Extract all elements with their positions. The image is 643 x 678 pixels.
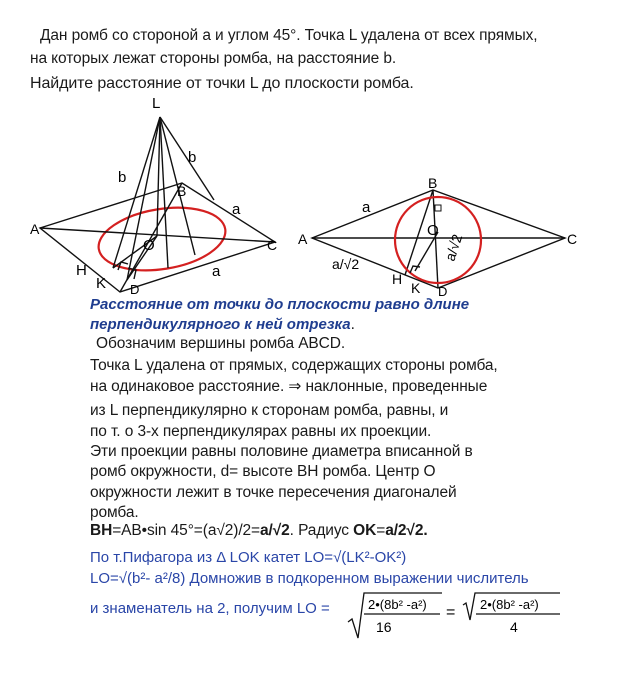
pyth-line-1: По т.Пифагора из Δ LOK катет LO=√(LK²-OK²) — [90, 549, 407, 566]
sol-line-8: окружности лежит в точке пересечения диагоналей — [90, 484, 457, 501]
sol-line-5: по т. о 3-х перпендикулярах равны их проекции. — [90, 423, 432, 440]
denominator-2: 4 — [510, 619, 518, 635]
sol-line-1: Обозначим вершины ромба ABCD. — [96, 335, 346, 352]
label-H-2d: H — [392, 271, 403, 287]
bh-label: BH — [90, 522, 113, 539]
label-side-2d: a/√2 — [332, 256, 360, 272]
rule-line-2: перпендикулярного к ней отрезка — [90, 316, 351, 333]
pyth-line-3: и знаменатель на 2, получим LO = — [90, 600, 330, 617]
numerator-1: 2•(8b² -a²) — [368, 597, 427, 612]
label-A-2d: A — [298, 231, 308, 247]
sol-line-7: ромб окружности, d= высоте BH ромба. Центр O — [90, 463, 436, 480]
sol-line-3: на одинаковое расстояние. ⇒ наклонные, проведенные — [90, 378, 488, 395]
bh-result: a/√2 — [260, 522, 290, 539]
label-a-bottom: a — [212, 263, 221, 280]
numerator-2: 2•(8b² -a²) — [480, 597, 539, 612]
label-K: K — [96, 275, 107, 292]
ok-eq: = — [376, 522, 386, 539]
label-B-2d: B — [428, 175, 438, 191]
label-radius-2d: a/√2 — [441, 232, 466, 263]
sol-line-2: Точка L удалена от прямых, содержащих стороны ромба, — [90, 357, 498, 374]
label-b-right: b — [188, 149, 197, 166]
label-D: D — [130, 282, 140, 297]
inscribed-circle-2d — [395, 197, 481, 283]
final-formula — [340, 590, 570, 640]
radius-label: . Радиус — [289, 522, 354, 539]
problem-line-2: на которых лежат стороны ромба, на расстояние b. — [30, 50, 397, 67]
rule-line-1: Расстояние от точки до плоскости равно длине — [90, 296, 470, 313]
problem-line-3: Найдите расстояние от точки L до плоскости ромба. — [30, 75, 414, 92]
pyramid-figure — [0, 92, 300, 297]
label-a-2d: a — [362, 199, 371, 216]
problem-line-1: Дан ромб со стороной a и углом 45°. Точка L удалена от всех прямых, — [40, 27, 538, 44]
equals-sign: = — [446, 604, 456, 621]
label-a-top: a — [232, 201, 241, 218]
sol-line-4: из L перпендикулярно к сторонам ромба, равны, и — [90, 402, 449, 419]
label-C-2d: C — [567, 231, 578, 247]
sol-line-9: ромба. — [90, 504, 139, 521]
label-D-2d: D — [438, 284, 448, 298]
sol-line-6: Эти проекции равны половине диаметра вписанной в — [90, 443, 473, 460]
formula-line — [90, 522, 428, 540]
label-C: C — [267, 237, 278, 253]
label-O-2d: O — [427, 222, 439, 239]
label-K-2d: K — [411, 280, 421, 296]
rhombus-figure — [295, 170, 585, 298]
label-L: L — [152, 95, 161, 112]
rule-dot: . — [350, 316, 355, 333]
bh-calc: =AB•sin 45°=(a√2)/2= — [112, 522, 261, 539]
denominator-1: 16 — [376, 619, 392, 635]
rule-line-2-wrap — [90, 316, 355, 334]
label-H: H — [76, 262, 87, 279]
ok-result: a/2√2. — [385, 522, 428, 539]
label-b-left: b — [118, 169, 127, 186]
ok-label: OK — [353, 522, 377, 539]
pyth-line-2: LO=√(b²- a²/8) Домножив в подкоренном выражении числитель — [90, 570, 529, 587]
label-O: O — [143, 237, 155, 254]
label-B: B — [177, 183, 187, 199]
label-A: A — [30, 221, 40, 237]
